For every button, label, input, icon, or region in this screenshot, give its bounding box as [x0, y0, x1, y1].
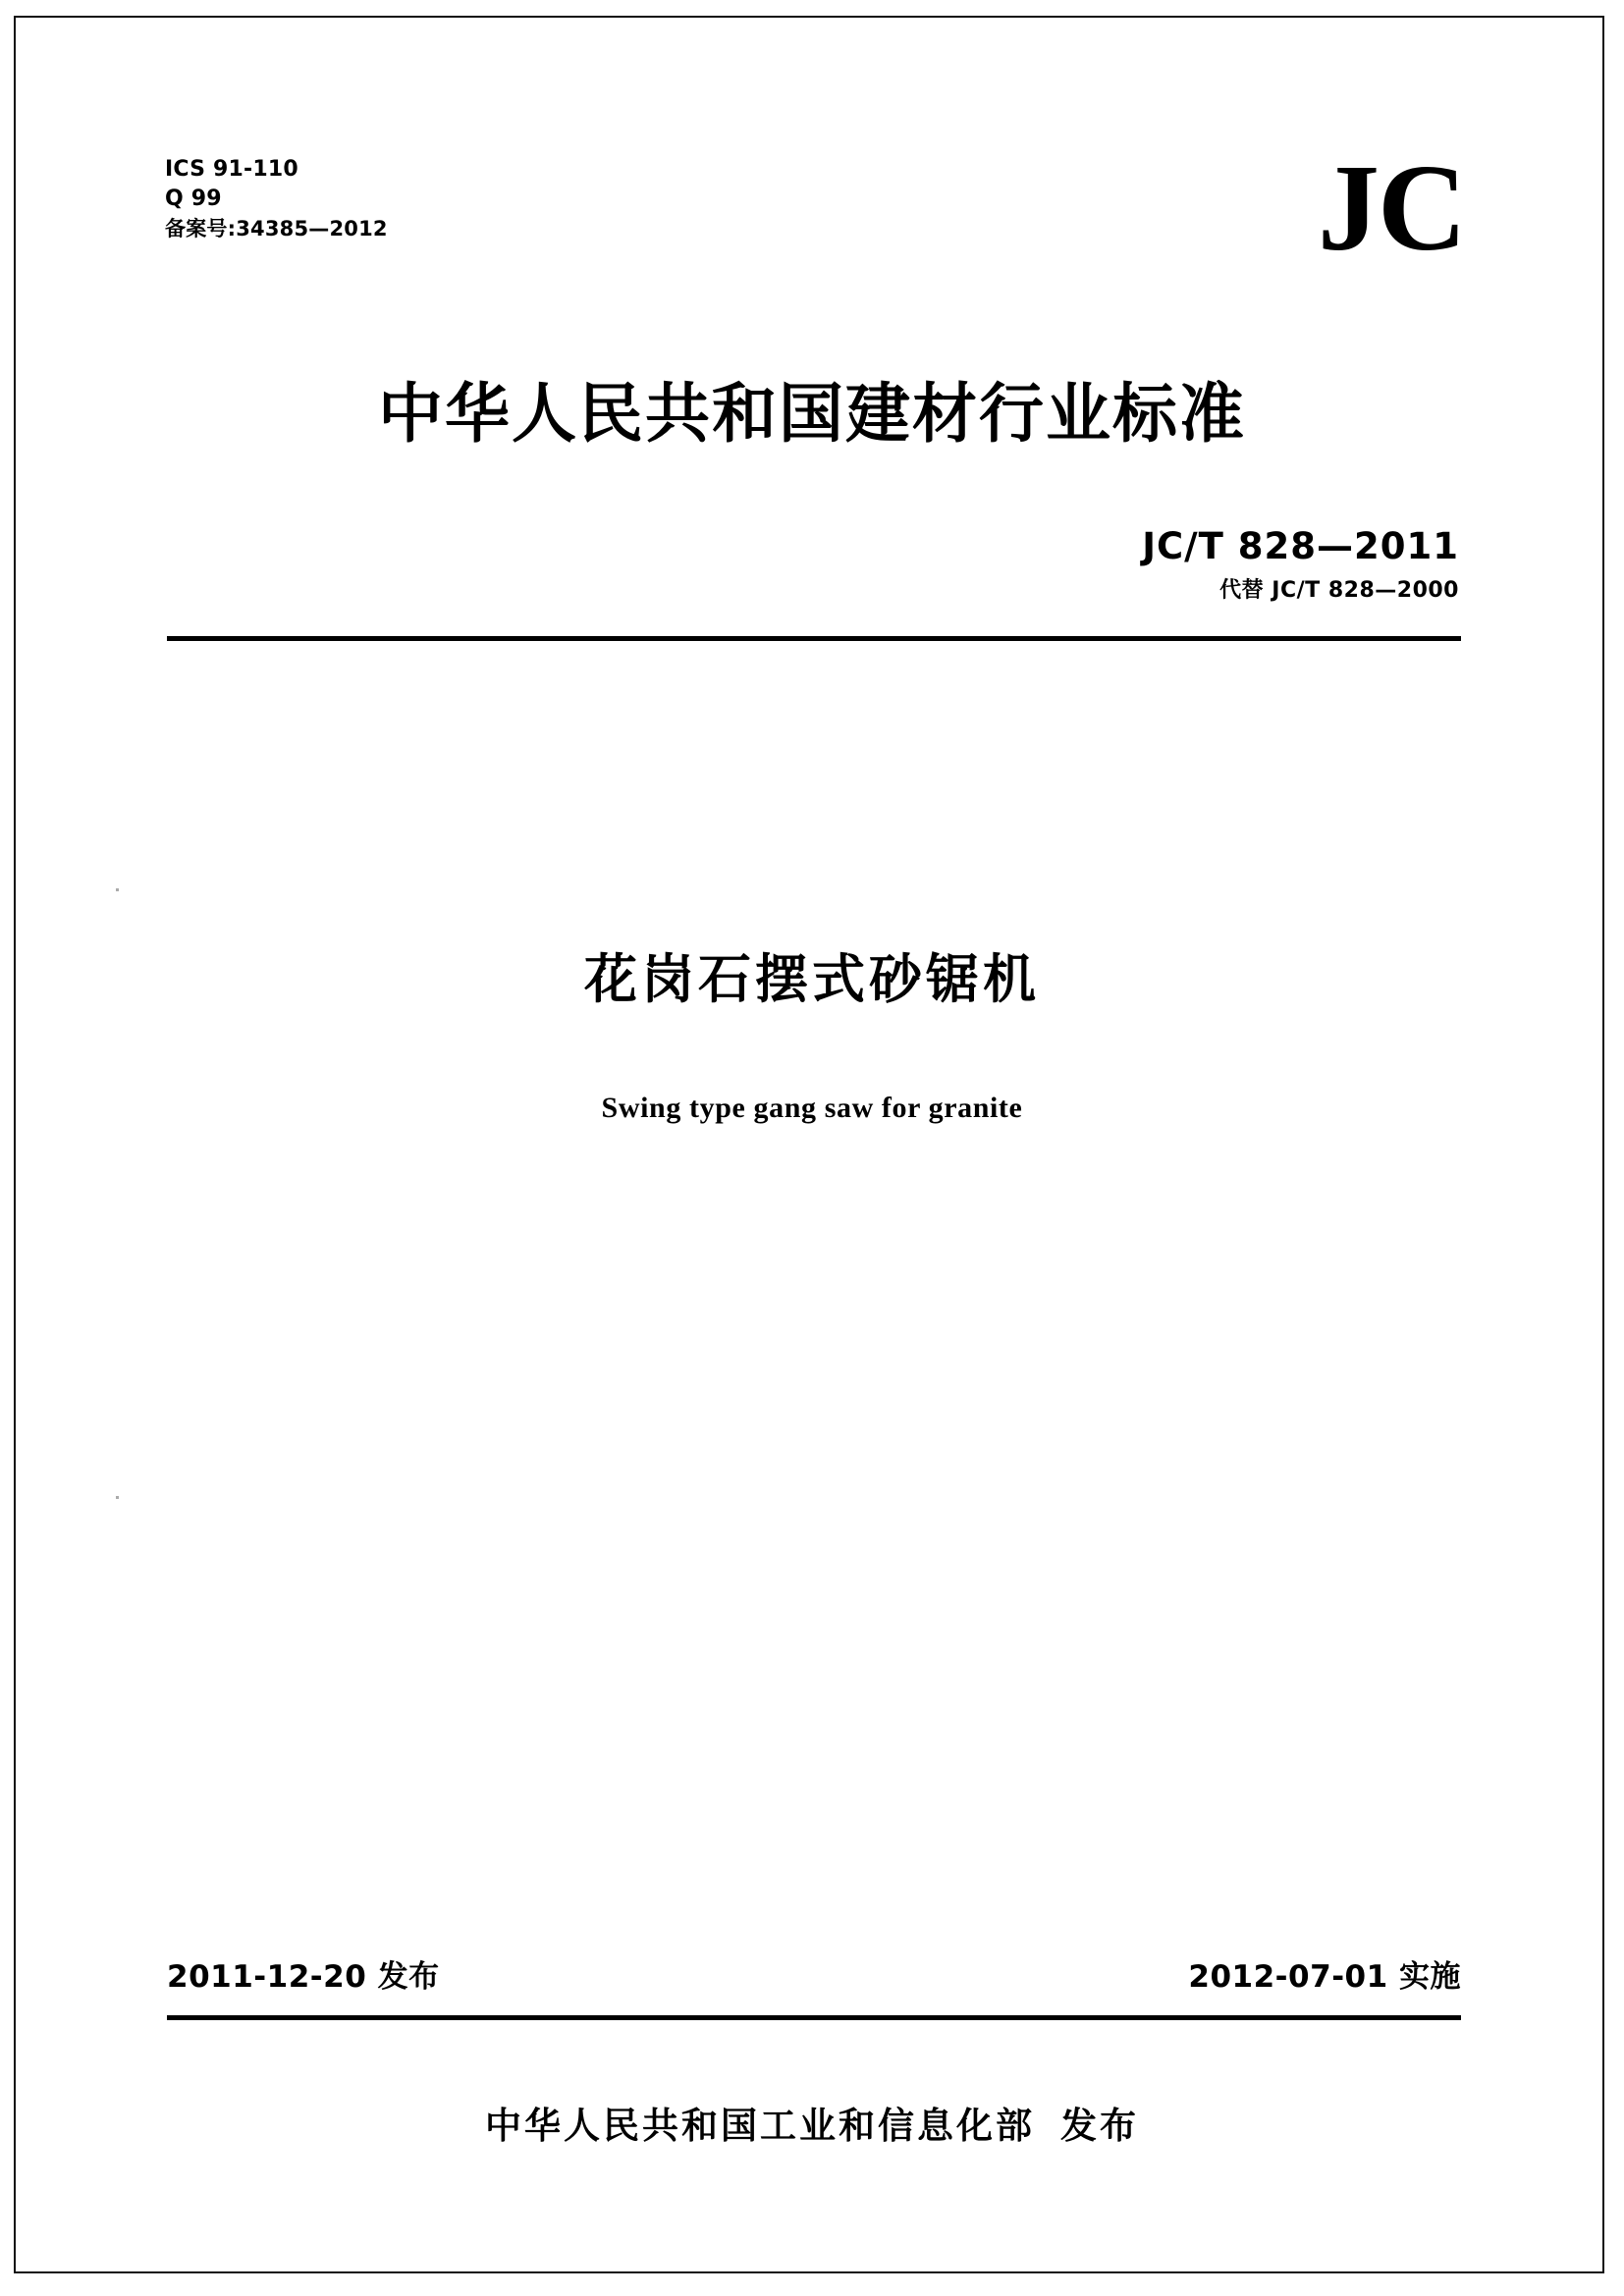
publisher-verb: 发布 — [1060, 2105, 1139, 2147]
page-border — [14, 16, 1604, 2273]
standard-replaces: 代替 JC/T 828—2000 — [1219, 578, 1459, 603]
record-number: 备案号:34385—2012 — [165, 216, 388, 240]
document-title-chinese: 花岗石摆式砂锯机 — [584, 948, 1040, 1010]
publisher-name: 中华人民共和国工业和信息化部 — [485, 2105, 1035, 2147]
scan-artifact-tick — [116, 1496, 119, 1499]
scan-artifact-tick — [116, 888, 119, 891]
classification-code: Q 99 — [165, 187, 222, 212]
jc-logo: JC — [1318, 140, 1465, 277]
header-divider — [167, 636, 1461, 641]
ics-code: ICS 91-110 — [165, 157, 298, 182]
document-title-english: Swing type gang saw for granite — [601, 1092, 1023, 1124]
publisher-line — [0, 2096, 1624, 2149]
effective-date: 2012-07-01 实施 — [1188, 1959, 1461, 1995]
ics-code-block — [165, 155, 388, 243]
issue-date: 2011-12-20 发布 — [167, 1959, 440, 1995]
date-row — [167, 1951, 1461, 1996]
footer-divider — [167, 2015, 1461, 2020]
standard-series-title: 中华人民共和国建材行业标准 — [378, 376, 1246, 452]
standard-number: JC/T 828—2011 — [1142, 525, 1459, 567]
